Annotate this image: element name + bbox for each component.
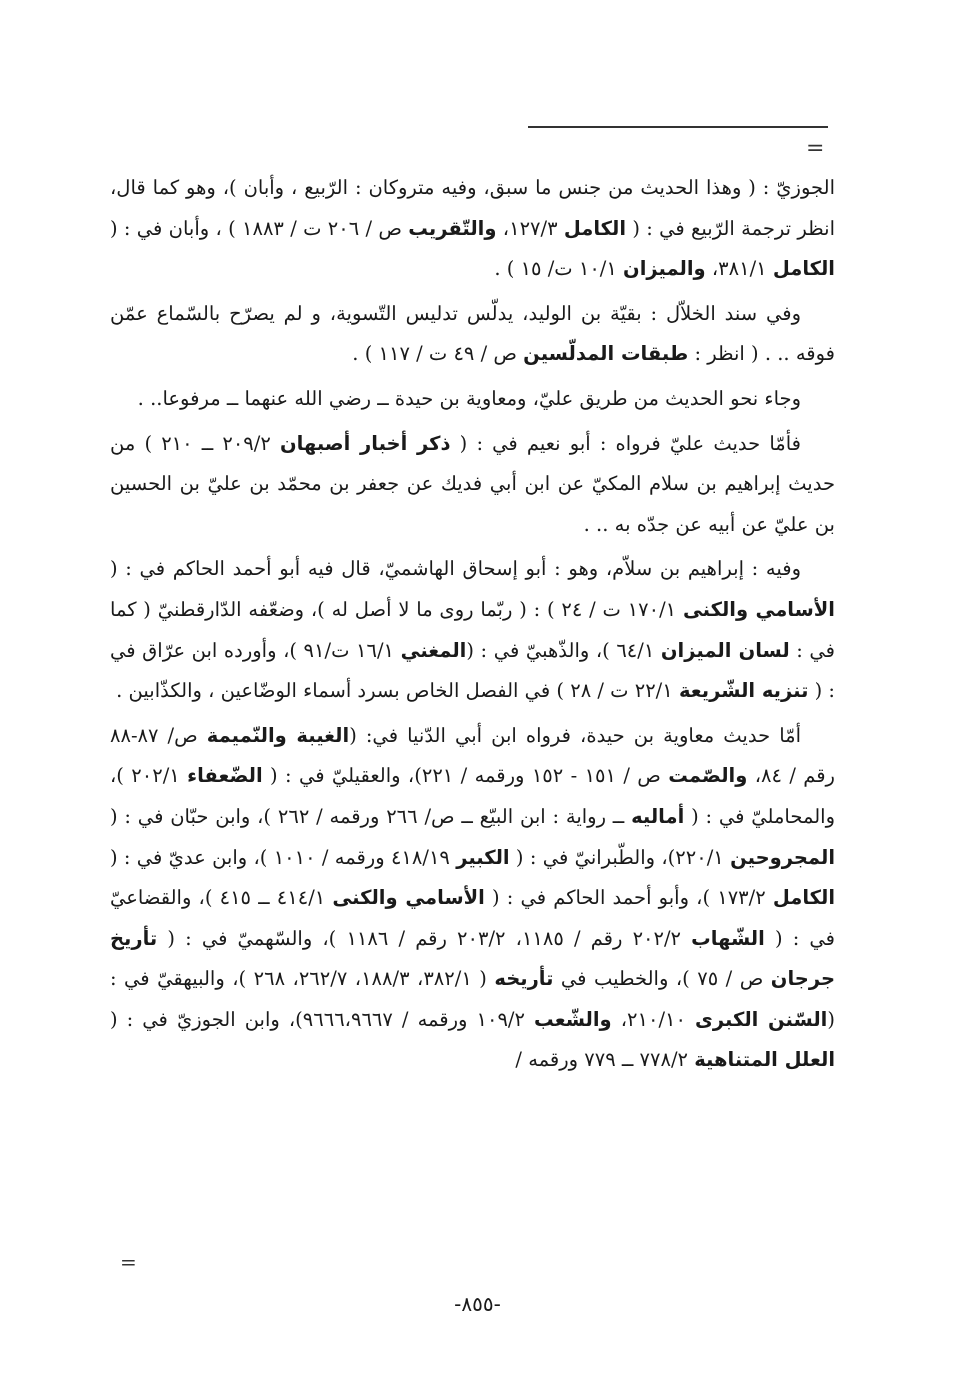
text-run: ٢٠٢/٢ رقم / ١١٨٥، ٢٠٣/٢ رقم / ١١٨٦ )، والسّهميّ في : (	[157, 926, 692, 950]
text-run: ١٧٠/١ ت / ٢٤ ) : ( ربّما روى ما لا أصل له )، وضعّفه الدّارقطنيّ ( كما في :	[110, 597, 835, 662]
text-run: ٢٢/١ ت / ٢٨ ) في الفصل الخاص بسرد أسماء الوضّاعين ، والكذّابين .	[116, 679, 679, 703]
paragraph	[110, 549, 835, 711]
book-title: والشّعب	[534, 1007, 612, 1031]
text-run: ٤١٨/١٩ ورقمه / ١٠١٠ )، وابن عديّ في : (	[110, 845, 457, 869]
book-title: المجروحين	[730, 845, 836, 869]
text-run: ــ رواية : ابن البيّع ــ ص/ ٢٦٦ ورقمه / ٢٦٢ )، وابن حبّان في : (	[110, 804, 632, 828]
book-title: الأسامي والكنى	[332, 886, 485, 910]
text-run: ص / ٢٠٦ ت / ١٨٨٣ ) ، وأبان في : (	[110, 216, 409, 240]
text-run: ص/ ٨٧-٨٨ رقم / ٨٤،	[110, 723, 835, 788]
book-title: الأسامي والكنى	[682, 597, 835, 621]
text-run: ٧٧٨/٢ ــ ٧٧٩ ورقمه /	[515, 1048, 695, 1072]
text-run: وفي سند الخلاّل : بقيّة بن الوليد، يدلّس تدليس التّسوية، و لم يصرّح بالسّماع عمّن فوقه .. . ( انظر :	[110, 301, 835, 366]
book-title: تنزيه الشّريعة	[678, 679, 809, 703]
book-title: الكامل	[772, 886, 836, 910]
book-title: والصّمت	[668, 764, 748, 788]
page-number: -٨٥٥-	[454, 1292, 501, 1316]
text-run: وفيه : إبراهيم بن سلاّم، وهو : أبو إسحاق الهاشميّ، قال فيه أبو أحمد الحاكم في : (	[110, 557, 801, 581]
text-run: ص / ٧٥ )، والخطيب في	[553, 967, 771, 991]
book-title: الكبير	[456, 845, 510, 869]
text-run: ٢٠٢/١ )، والمحامليّ في : (	[110, 764, 836, 828]
text-run: أمّا حديث معاوية بن حيدة، فرواه ابن أبي الدّنيا في: (	[349, 723, 801, 747]
text-run: ٢٠٩/٢ ــ ٢١٠ ) من حديث إبراهيم بن سلام المكيّ عن ابن أبي فديك عن جعفر بن محمّد بن عليّ بن الحسين بن عليّ عن أبيه عن جدّه به .. .	[110, 431, 835, 536]
book-title: والتّقريب	[408, 216, 497, 240]
top-separator-line	[528, 126, 828, 128]
book-title: والميزان	[623, 257, 706, 281]
text-run: ٢١٠/١٠،	[611, 1007, 696, 1031]
text-run: وجاء نحو الحديث من طريق عليّ، ومعاوية بن حيدة ــ رضي الله عنهما ــ مرفوعا.. .	[137, 386, 801, 410]
text-run: ١٠/١ ت/ ١٥ ) .	[494, 257, 624, 281]
text-run: ( ٣٨٢/١، ١٨٨/٣، ٢٦٢/٧، ٢٦٨ )، والبيهقيّ في : (	[110, 967, 835, 1031]
book-title: الكامل	[772, 257, 835, 281]
text-run: ١٢٧/٣،	[496, 216, 564, 240]
book-title: الشّهاب	[691, 926, 765, 950]
paragraph	[110, 294, 835, 375]
book-title: تأريخ جرجان	[110, 926, 836, 991]
book-title: الغيبة والنّميمة	[206, 723, 350, 747]
text-run: ١٦/١ ت/٩١ )، وأورده ابن عرّاق في : (	[110, 638, 835, 703]
continuation-mark-bottom: =	[120, 1250, 137, 1274]
book-title: تأريخه	[494, 967, 554, 991]
book-title: لسان الميزان	[660, 638, 790, 662]
book-title: الضّعفاء	[187, 764, 263, 788]
text-run: ٢٢٠/١)، والطّبرانيّ في : (	[509, 845, 731, 869]
text-run: ص / ١٥١ - ١٥٢ ورقمه / ٢٢١)، والعقيليّ في : (	[262, 764, 669, 788]
text-run: ١٧٣/٢ )، وأبو أحمد الحاكم في : (	[484, 886, 773, 910]
text-run: ٦٤/١ )، والذّهبيّ في : (	[466, 638, 661, 662]
text-run: ص / ٤٩ ت / ١١٧ ) .	[352, 342, 524, 366]
book-title: العلل المتناهية	[694, 1048, 835, 1072]
book-title: الكامل	[563, 216, 627, 240]
paragraph	[110, 168, 835, 290]
book-title: ذكر أخبار أصبهان	[279, 431, 451, 455]
book-title: طبقات المدلّسين	[523, 342, 689, 366]
text-run: فأمّا حديث عليّ فرواه : أبو نعيم في : (	[450, 431, 801, 455]
book-title: المغني	[400, 638, 467, 662]
paragraph	[110, 379, 835, 420]
text-run: ٤١٤/١ ــ ٤١٥ )، والقضاعيّ في : (	[110, 886, 835, 950]
continuation-mark-top: =	[806, 136, 825, 161]
book-title: السّنن الكبرى	[695, 1007, 828, 1031]
paragraph	[110, 716, 835, 1081]
book-title: أماليه	[631, 804, 685, 828]
footnote-text-block	[110, 168, 835, 1085]
paragraph	[110, 424, 835, 546]
text-run: الجوزيّ : ( وهذا الحديث من جنس ما سبق، وفيه متروكان : الرّبيع ، وأبان )، وهو كما قال، انظر ترجمة الرّبيع في : (	[110, 176, 835, 240]
text-run: ٣٨١/١،	[705, 257, 773, 281]
text-run: ١٠٩/٢ ورقمه / ٩٦٦٦،٩٦٦٧)، وابن الجوزيّ في : (	[110, 1007, 535, 1031]
